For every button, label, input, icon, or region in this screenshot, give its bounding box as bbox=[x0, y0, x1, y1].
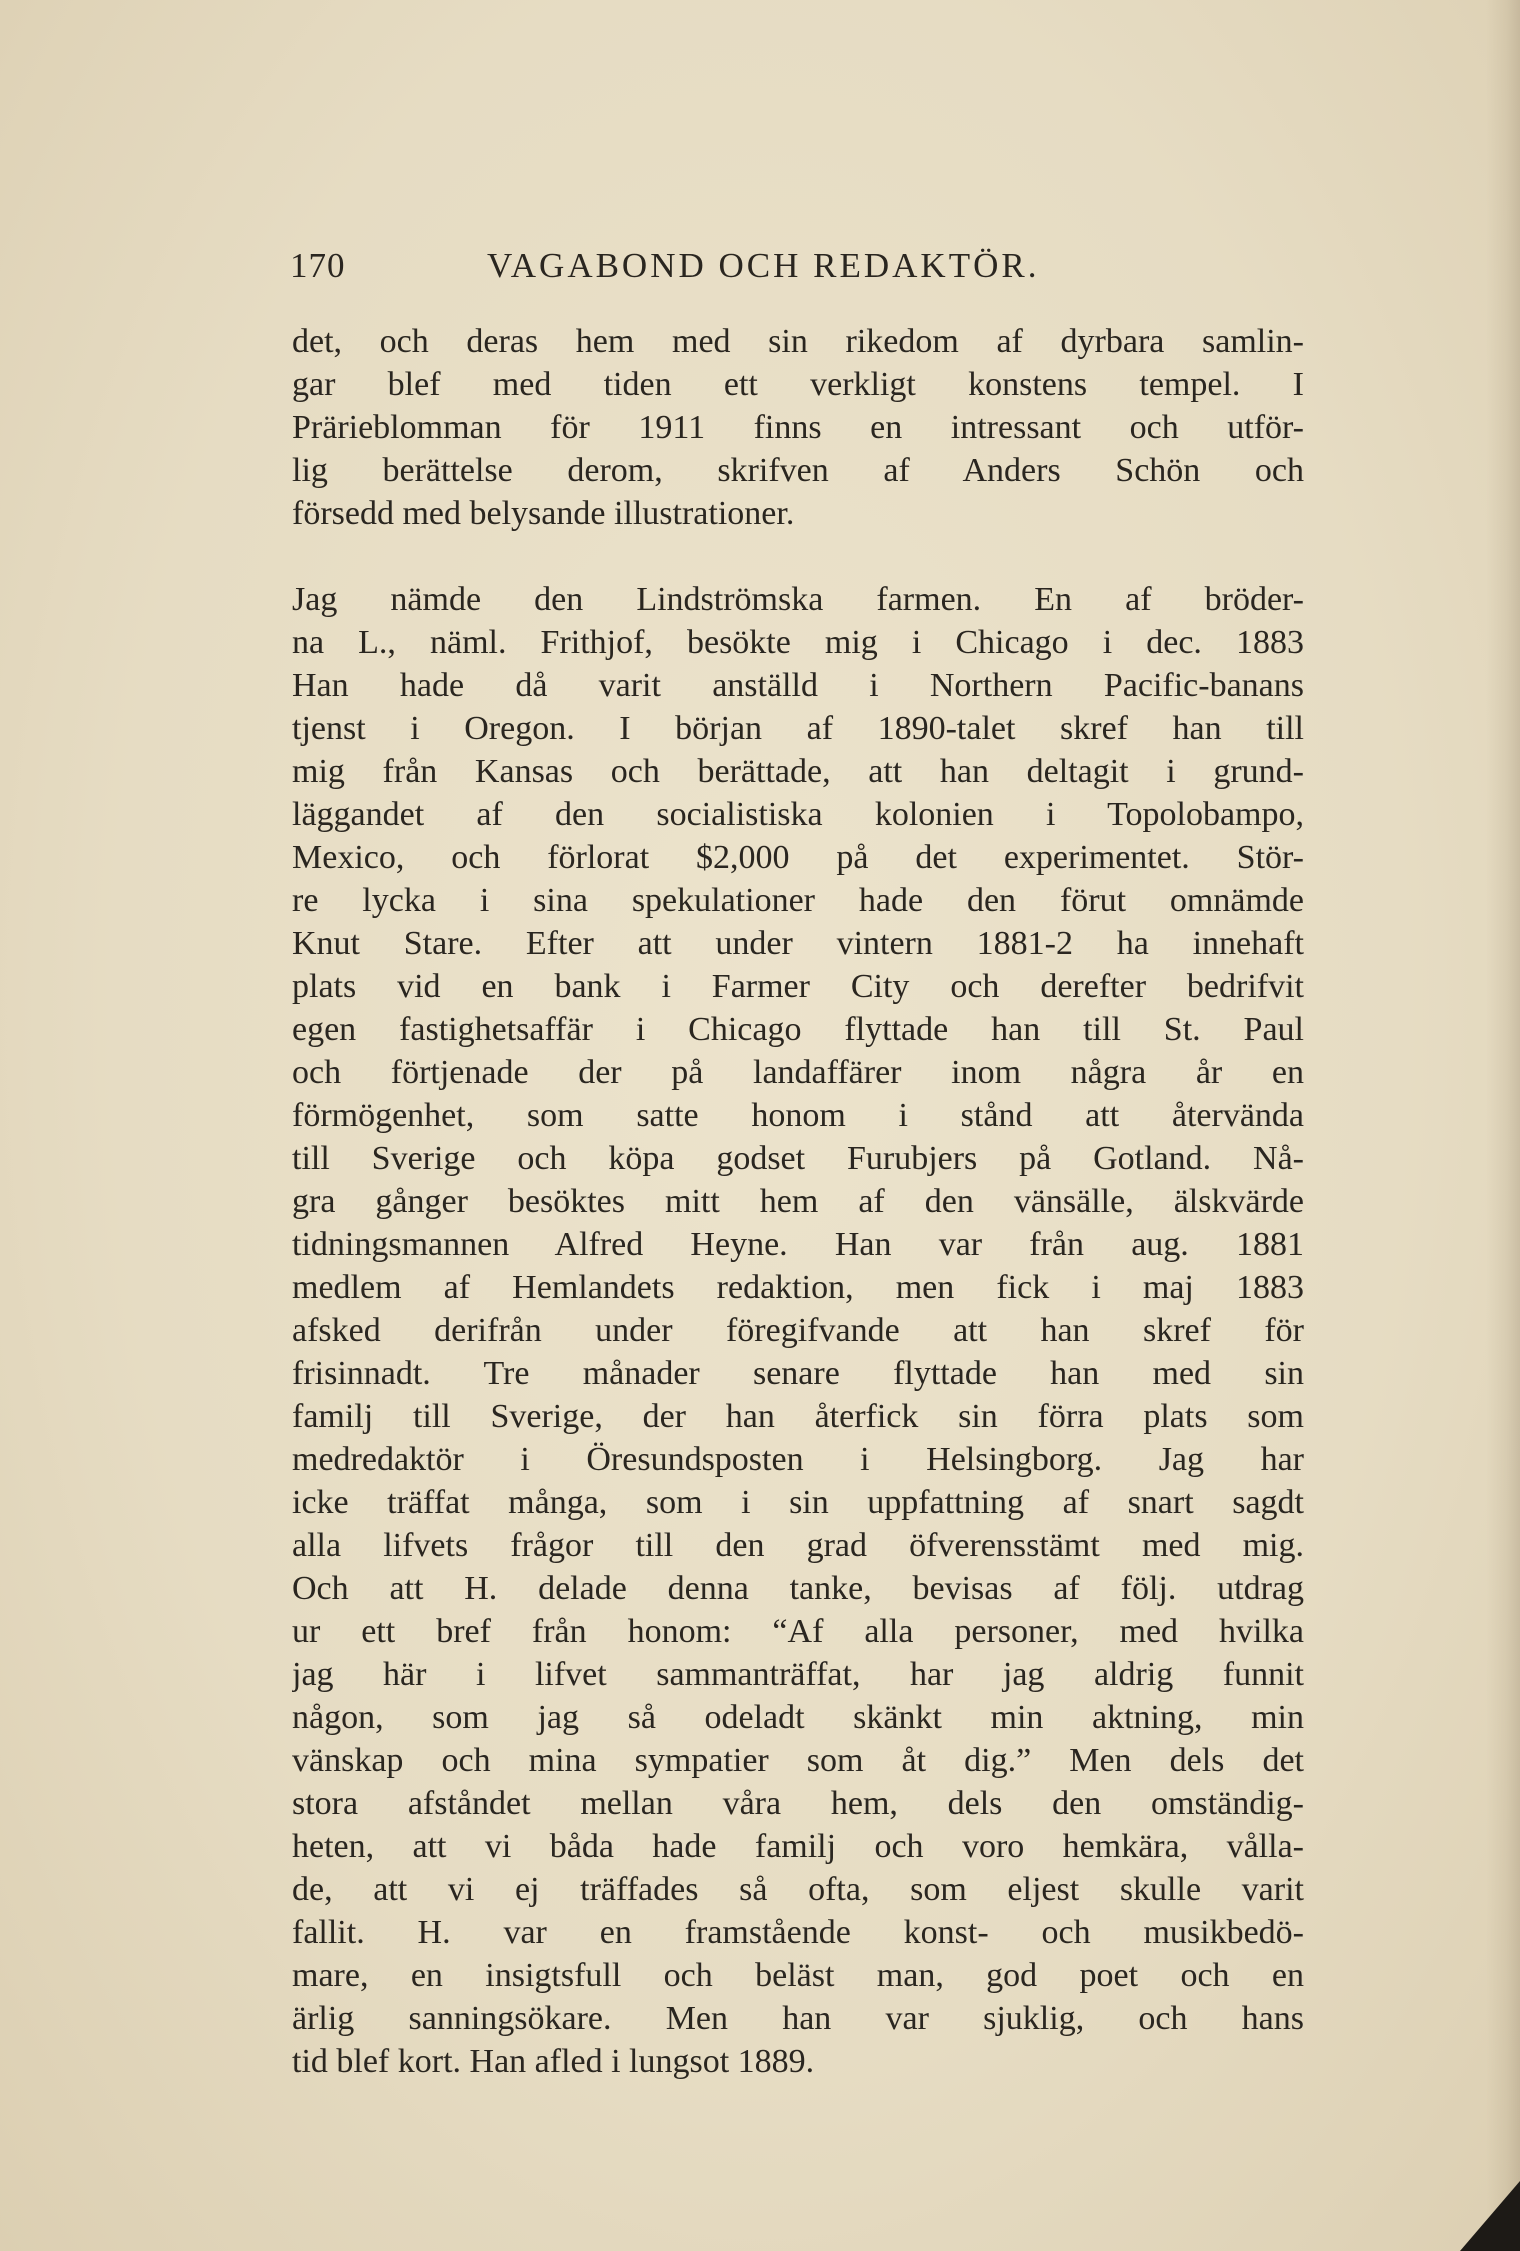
text-line: gra gånger besöktes mitt hem af den vänsälle, älskvärde bbox=[292, 1183, 1304, 1220]
text-line: till Sverige och köpa godset Furubjers på Gotland. Nå- bbox=[292, 1140, 1304, 1177]
text-line: förmögenhet, som satte honom i stånd att återvända bbox=[292, 1097, 1304, 1134]
text-line: re lycka i sina spekulationer hade den förut omnämde bbox=[292, 882, 1304, 919]
body-text bbox=[292, 320, 1304, 2083]
text-line: egen fastighetsaffär i Chicago flyttade han till St. Paul bbox=[292, 1011, 1304, 1048]
page-header bbox=[290, 246, 1305, 296]
text-line: alla lifvets frågor till den grad öfverensstämt med mig. bbox=[292, 1527, 1304, 1564]
text-line: ur ett bref från honom: “Af alla personer, med hvilka bbox=[292, 1613, 1304, 1650]
text-line: jag här i lifvet sammanträffat, har jag aldrig funnit bbox=[292, 1656, 1304, 1693]
paragraph bbox=[292, 320, 1304, 535]
text-line: Mexico, och förlorat $2,000 på det experimentet. Stör- bbox=[292, 839, 1304, 876]
text-line: de, att vi ej träffades så ofta, som eljest skulle varit bbox=[292, 1871, 1304, 1908]
page-number: 170 bbox=[290, 246, 346, 285]
paragraph bbox=[292, 578, 1304, 2083]
text-line: Han hade då varit anställd i Northern Pacific-banans bbox=[292, 667, 1304, 704]
page-edge-shadow bbox=[1486, 0, 1520, 2251]
text-line: gar blef med tiden ett verkligt konstens tempel. I bbox=[292, 366, 1304, 403]
text-line: och förtjenade der på landaffärer inom några år en bbox=[292, 1054, 1304, 1091]
text-line: det, och deras hem med sin rikedom af dyrbara samlin- bbox=[292, 323, 1304, 360]
text-line: tidningsmannen Alfred Heyne. Han var från aug. 1881 bbox=[292, 1226, 1304, 1263]
text-line: försedd med belysande illustrationer. bbox=[292, 495, 795, 532]
text-line: Knut Stare. Efter att under vintern 1881-2 ha innehaft bbox=[292, 925, 1304, 962]
text-line: tid blef kort. Han afled i lungsot 1889. bbox=[292, 2043, 815, 2080]
text-line: medredaktör i Öresundsposten i Helsingborg. Jag har bbox=[292, 1441, 1304, 1478]
text-line: Och att H. delade denna tanke, bevisas af följ. utdrag bbox=[292, 1570, 1304, 1607]
text-line: mig från Kansas och berättade, att han deltagit i grund- bbox=[292, 753, 1304, 790]
corner-shadow bbox=[1460, 2181, 1520, 2251]
text-line: afsked derifrån under föregifvande att han skref för bbox=[292, 1312, 1304, 1349]
text-line: Jag nämde den Lindströmska farmen. En af bröder- bbox=[292, 581, 1304, 618]
text-line: någon, som jag så odeladt skänkt min aktning, min bbox=[292, 1699, 1304, 1736]
text-line: mare, en insigtsfull och beläst man, god poet och en bbox=[292, 1957, 1304, 1994]
text-line: na L., näml. Frithjof, besökte mig i Chicago i dec. 1883 bbox=[292, 624, 1304, 661]
running-title: VAGABOND OCH REDAKTÖR. bbox=[487, 246, 1040, 285]
text-line: fallit. H. var en framstående konst- och musikbedö- bbox=[292, 1914, 1304, 1951]
text-line: frisinnadt. Tre månader senare flyttade han med sin bbox=[292, 1355, 1304, 1392]
text-line: vänskap och mina sympatier som åt dig.” Men dels det bbox=[292, 1742, 1304, 1779]
text-line: lig berättelse derom, skrifven af Anders Schön och bbox=[292, 452, 1304, 489]
text-line: tjenst i Oregon. I början af 1890-talet skref han till bbox=[292, 710, 1304, 747]
text-line: stora afståndet mellan våra hem, dels den omständig- bbox=[292, 1785, 1304, 1822]
text-line: läggandet af den socialistiska kolonien i Topolobampo, bbox=[292, 796, 1304, 833]
text-line: familj till Sverige, der han återfick sin förra plats som bbox=[292, 1398, 1304, 1435]
text-line: Prärieblomman för 1911 finns en intressant och utför- bbox=[292, 409, 1304, 446]
text-line: medlem af Hemlandets redaktion, men fick i maj 1883 bbox=[292, 1269, 1304, 1306]
text-line: icke träffat många, som i sin uppfattning af snart sagdt bbox=[292, 1484, 1304, 1521]
text-line: plats vid en bank i Farmer City och derefter bedrifvit bbox=[292, 968, 1304, 1005]
text-line: ärlig sanningsökare. Men han var sjuklig, och hans bbox=[292, 2000, 1304, 2037]
text-line: heten, att vi båda hade familj och voro hemkära, vålla- bbox=[292, 1828, 1304, 1865]
